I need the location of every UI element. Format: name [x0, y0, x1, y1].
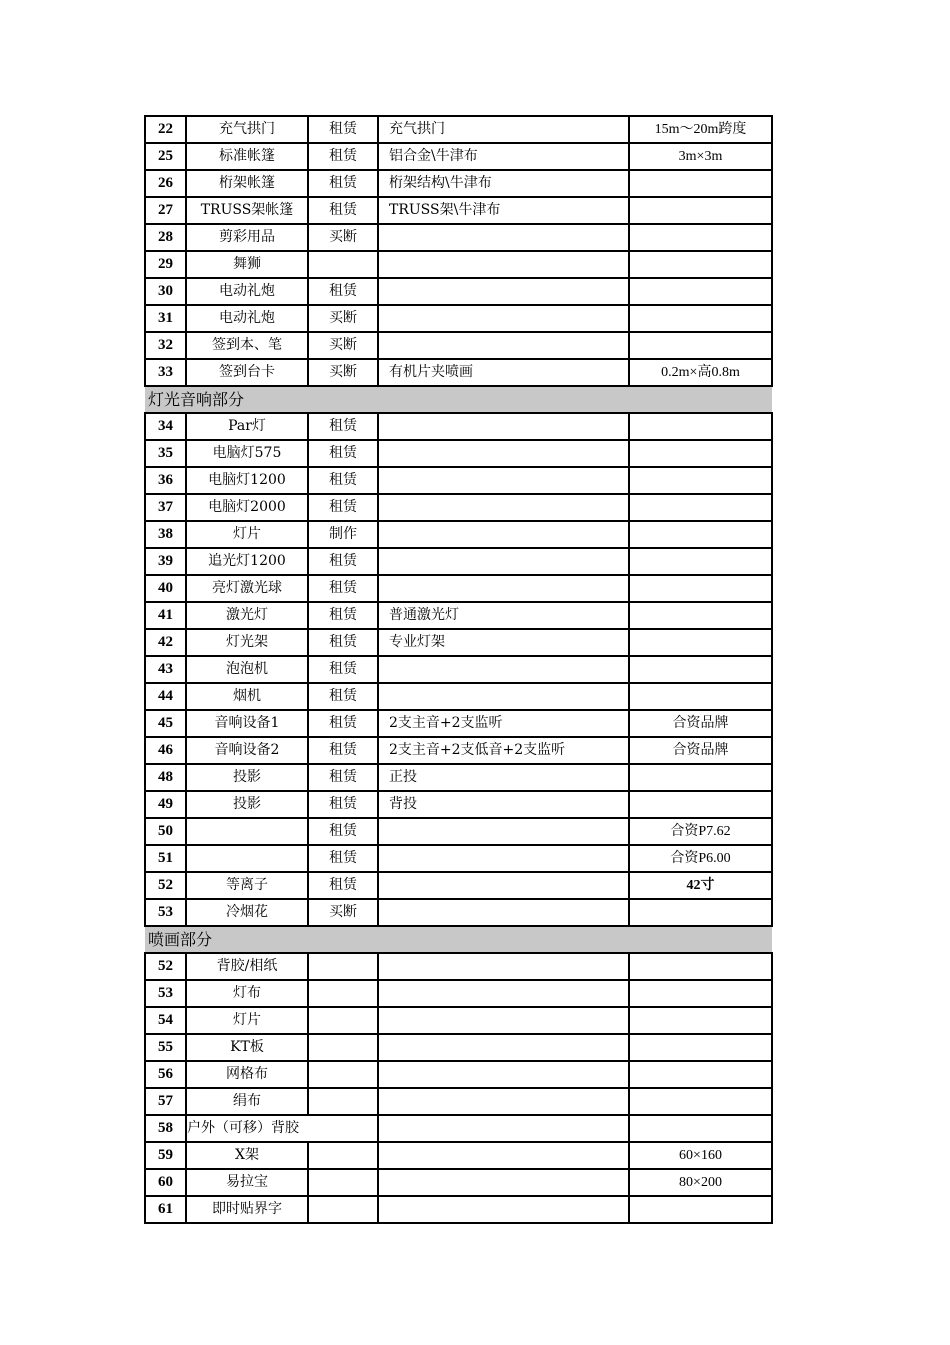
item-number-cell: 32 [145, 332, 186, 359]
item-number-cell: 25 [145, 143, 186, 170]
item-type-cell: 租赁 [308, 170, 378, 197]
item-type-cell: 租赁 [308, 872, 378, 899]
item-name-cell: 电动礼炮 [186, 278, 308, 305]
item-note-cell [629, 602, 772, 629]
table-row [145, 1196, 772, 1223]
item-number-cell: 51 [145, 845, 186, 872]
table-row [145, 494, 772, 521]
item-type-cell: 租赁 [308, 818, 378, 845]
item-number-cell: 29 [145, 251, 186, 278]
item-number-cell: 41 [145, 602, 186, 629]
section-title: 灯光音响部分 [145, 386, 772, 413]
item-number-cell: 53 [145, 899, 186, 926]
item-name-cell: 电脑灯2000 [186, 494, 308, 521]
table-row [145, 224, 772, 251]
item-number-cell: 52 [145, 953, 186, 980]
item-name-cell: 追光灯1200 [186, 548, 308, 575]
item-type-cell: 租赁 [308, 737, 378, 764]
item-number-cell: 55 [145, 1034, 186, 1061]
item-type-cell [308, 1061, 378, 1088]
item-note-cell: 15m～20m跨度 [629, 116, 772, 143]
item-note-cell [629, 899, 772, 926]
item-type-cell [308, 1088, 378, 1115]
item-note-cell [629, 332, 772, 359]
item-name-cell: 灯片 [186, 1007, 308, 1034]
item-note-cell [629, 953, 772, 980]
item-number-cell: 35 [145, 440, 186, 467]
item-spec-cell: 铝合金\牛津布 [378, 143, 629, 170]
item-note-cell [629, 197, 772, 224]
item-spec-cell [378, 440, 629, 467]
item-name-cell: 冷烟花 [186, 899, 308, 926]
item-note-cell [629, 683, 772, 710]
item-spec-cell: 专业灯架 [378, 629, 629, 656]
item-number-cell: 60 [145, 1169, 186, 1196]
item-note-cell: 80×200 [629, 1169, 772, 1196]
item-type-cell: 租赁 [308, 116, 378, 143]
table-row [145, 1115, 772, 1142]
item-type-cell: 租赁 [308, 629, 378, 656]
table-row [145, 278, 772, 305]
item-name-cell: 充气拱门 [186, 116, 308, 143]
table-row [145, 359, 772, 386]
table-row [145, 413, 772, 440]
item-type-cell: 租赁 [308, 791, 378, 818]
item-number-cell: 45 [145, 710, 186, 737]
item-note-cell [629, 1115, 772, 1142]
item-note-cell: 合资品牌 [629, 737, 772, 764]
item-type-cell [308, 1007, 378, 1034]
table-row [145, 1142, 772, 1169]
item-spec-cell [378, 1061, 629, 1088]
item-spec-cell [378, 278, 629, 305]
table-row [145, 872, 772, 899]
item-number-cell: 48 [145, 764, 186, 791]
item-note-cell: 合资P7.62 [629, 818, 772, 845]
item-spec-cell [378, 980, 629, 1007]
item-name-cell: 泡泡机 [186, 656, 308, 683]
table-row [145, 548, 772, 575]
item-spec-cell [378, 494, 629, 521]
item-spec-cell [378, 1007, 629, 1034]
table-row [145, 332, 772, 359]
item-type-cell: 买断 [308, 332, 378, 359]
item-note-cell [629, 764, 772, 791]
table-row [145, 683, 772, 710]
item-type-cell: 租赁 [308, 845, 378, 872]
item-number-cell: 34 [145, 413, 186, 440]
table-row [145, 845, 772, 872]
item-type-cell: 租赁 [308, 656, 378, 683]
item-type-cell: 租赁 [308, 602, 378, 629]
item-number-cell: 37 [145, 494, 186, 521]
item-number-cell: 30 [145, 278, 186, 305]
table-body [145, 116, 772, 1223]
item-spec-cell [378, 575, 629, 602]
table-row [145, 980, 772, 1007]
item-name-cell: 投影 [186, 764, 308, 791]
item-spec-cell [378, 1115, 629, 1142]
item-name-cell: 桁架帐篷 [186, 170, 308, 197]
item-type-cell: 制作 [308, 521, 378, 548]
item-note-cell [629, 305, 772, 332]
item-type-cell: 租赁 [308, 764, 378, 791]
item-name-cell: 网格布 [186, 1061, 308, 1088]
item-number-cell: 22 [145, 116, 186, 143]
item-number-cell: 54 [145, 1007, 186, 1034]
item-number-cell: 56 [145, 1061, 186, 1088]
table-row [145, 710, 772, 737]
item-name-cell: 音响设备1 [186, 710, 308, 737]
item-name-cell: 舞狮 [186, 251, 308, 278]
table-row [145, 1061, 772, 1088]
item-name-cell: 签到本、笔 [186, 332, 308, 359]
item-spec-cell [378, 683, 629, 710]
table-row [145, 467, 772, 494]
item-number-cell: 52 [145, 872, 186, 899]
item-note-cell [629, 251, 772, 278]
item-note-cell [629, 224, 772, 251]
item-type-cell: 租赁 [308, 467, 378, 494]
item-type-cell: 租赁 [308, 575, 378, 602]
item-type-cell: 租赁 [308, 278, 378, 305]
item-note-cell: 60×160 [629, 1142, 772, 1169]
item-type-cell: 租赁 [308, 683, 378, 710]
item-spec-cell [378, 413, 629, 440]
table-row [145, 1088, 772, 1115]
item-name-cell: 音响设备2 [186, 737, 308, 764]
item-note-cell [629, 278, 772, 305]
item-type-cell: 租赁 [308, 197, 378, 224]
item-note-cell [629, 1061, 772, 1088]
item-spec-cell: 充气拱门 [378, 116, 629, 143]
item-name-cell: 投影 [186, 791, 308, 818]
item-spec-cell [378, 1169, 629, 1196]
item-spec-cell [378, 872, 629, 899]
item-spec-cell [378, 1088, 629, 1115]
item-note-cell [629, 170, 772, 197]
item-name-cell: 等离子 [186, 872, 308, 899]
item-number-cell: 59 [145, 1142, 186, 1169]
item-number-cell: 28 [145, 224, 186, 251]
item-type-cell [308, 1034, 378, 1061]
item-note-cell [629, 413, 772, 440]
table-row [145, 764, 772, 791]
item-note-cell [629, 791, 772, 818]
item-spec-cell [378, 656, 629, 683]
item-note-cell [629, 629, 772, 656]
item-spec-cell [378, 1196, 629, 1223]
item-name-cell: 标准帐篷 [186, 143, 308, 170]
item-spec-cell [378, 467, 629, 494]
item-note-cell [629, 1034, 772, 1061]
item-name-cell: KT板 [186, 1034, 308, 1061]
item-spec-cell: 2支主音+2支监听 [378, 710, 629, 737]
table-row [145, 1169, 772, 1196]
item-note-cell [629, 521, 772, 548]
item-number-cell: 46 [145, 737, 186, 764]
item-note-cell: 合资品牌 [629, 710, 772, 737]
item-type-cell: 租赁 [308, 710, 378, 737]
item-note-cell [629, 575, 772, 602]
table-row [145, 440, 772, 467]
item-spec-cell [378, 305, 629, 332]
item-type-cell [308, 1196, 378, 1223]
table-row [145, 251, 772, 278]
item-note-cell: 合资P6.00 [629, 845, 772, 872]
item-name-cell: 灯布 [186, 980, 308, 1007]
item-type-cell [308, 953, 378, 980]
item-type-cell: 买断 [308, 305, 378, 332]
item-name-cell: 签到台卡 [186, 359, 308, 386]
table-row [145, 197, 772, 224]
item-name-cell: 灯片 [186, 521, 308, 548]
item-number-cell: 50 [145, 818, 186, 845]
table-row [145, 305, 772, 332]
item-name-cell: 剪彩用品 [186, 224, 308, 251]
table-row [145, 521, 772, 548]
item-name-cell [186, 845, 308, 872]
item-spec-cell [378, 224, 629, 251]
table-row [145, 1034, 772, 1061]
item-number-cell: 58 [145, 1115, 186, 1142]
item-name-cell: 电动礼炮 [186, 305, 308, 332]
item-name-cell: 烟机 [186, 683, 308, 710]
price-list-table [144, 115, 773, 1224]
item-number-cell: 26 [145, 170, 186, 197]
item-type-cell: 买断 [308, 899, 378, 926]
item-spec-cell [378, 548, 629, 575]
table-row [145, 953, 772, 980]
item-name-cell [186, 818, 308, 845]
item-spec-cell [378, 251, 629, 278]
table-row [145, 899, 772, 926]
item-name-cell: 背胶/相纸 [186, 953, 308, 980]
item-type-cell: 租赁 [308, 494, 378, 521]
item-note-cell: 0.2m×高0.8m [629, 359, 772, 386]
table-row [145, 170, 772, 197]
item-spec-cell [378, 953, 629, 980]
table-row [145, 818, 772, 845]
item-name-cell: 易拉宝 [186, 1169, 308, 1196]
table-row [145, 656, 772, 683]
table-row [145, 629, 772, 656]
item-note-cell [629, 656, 772, 683]
item-name-cell: 即时贴界字 [186, 1196, 308, 1223]
item-number-cell: 61 [145, 1196, 186, 1223]
item-spec-cell [378, 332, 629, 359]
item-number-cell: 43 [145, 656, 186, 683]
item-spec-cell: 背投 [378, 791, 629, 818]
item-name-cell: TRUSS架帐篷 [186, 197, 308, 224]
item-number-cell: 57 [145, 1088, 186, 1115]
item-number-cell: 44 [145, 683, 186, 710]
table-row [145, 116, 772, 143]
item-type-cell [308, 980, 378, 1007]
table-row [145, 737, 772, 764]
item-number-cell: 27 [145, 197, 186, 224]
table-row [145, 602, 772, 629]
section-title: 喷画部分 [145, 926, 772, 953]
item-spec-cell: 桁架结构\牛津布 [378, 170, 629, 197]
item-note-cell: 3m×3m [629, 143, 772, 170]
item-name-cell: 绢布 [186, 1088, 308, 1115]
item-spec-cell [378, 1142, 629, 1169]
table-row [145, 791, 772, 818]
item-spec-cell: TRUSS架\牛津布 [378, 197, 629, 224]
item-number-cell: 49 [145, 791, 186, 818]
item-note-cell [629, 467, 772, 494]
item-type-cell [308, 251, 378, 278]
table-row [145, 1007, 772, 1034]
item-note-cell [629, 440, 772, 467]
item-type-cell [308, 1142, 378, 1169]
item-note-cell: 42寸 [629, 872, 772, 899]
item-name-cell: 电脑灯1200 [186, 467, 308, 494]
item-type-cell [308, 1169, 378, 1196]
table-row [145, 575, 772, 602]
item-note-cell [629, 494, 772, 521]
item-spec-cell [378, 899, 629, 926]
item-name-cell: 电脑灯575 [186, 440, 308, 467]
item-name-cell: X架 [186, 1142, 308, 1169]
item-spec-cell [378, 818, 629, 845]
item-name-cell: Par灯 [186, 413, 308, 440]
item-number-cell: 42 [145, 629, 186, 656]
item-type-cell: 买断 [308, 224, 378, 251]
item-spec-cell: 2支主音+2支低音+2支监听 [378, 737, 629, 764]
section-header-row [145, 386, 772, 413]
item-note-cell [629, 1007, 772, 1034]
item-name-cell: 户外（可移）背胶 [186, 1115, 378, 1142]
item-number-cell: 39 [145, 548, 186, 575]
item-note-cell [629, 548, 772, 575]
section-header-row [145, 926, 772, 953]
item-number-cell: 53 [145, 980, 186, 1007]
item-spec-cell: 有机片夹喷画 [378, 359, 629, 386]
item-note-cell [629, 1196, 772, 1223]
item-name-cell: 激光灯 [186, 602, 308, 629]
item-number-cell: 36 [145, 467, 186, 494]
item-note-cell [629, 1088, 772, 1115]
item-spec-cell [378, 521, 629, 548]
item-number-cell: 33 [145, 359, 186, 386]
item-type-cell: 租赁 [308, 143, 378, 170]
item-number-cell: 38 [145, 521, 186, 548]
table-row [145, 143, 772, 170]
item-spec-cell [378, 845, 629, 872]
item-number-cell: 40 [145, 575, 186, 602]
item-spec-cell [378, 1034, 629, 1061]
item-note-cell [629, 980, 772, 1007]
item-spec-cell: 普通激光灯 [378, 602, 629, 629]
item-spec-cell: 正投 [378, 764, 629, 791]
item-type-cell: 租赁 [308, 413, 378, 440]
item-type-cell: 租赁 [308, 440, 378, 467]
item-name-cell: 灯光架 [186, 629, 308, 656]
item-name-cell: 亮灯激光球 [186, 575, 308, 602]
item-number-cell: 31 [145, 305, 186, 332]
item-type-cell: 买断 [308, 359, 378, 386]
item-type-cell: 租赁 [308, 548, 378, 575]
